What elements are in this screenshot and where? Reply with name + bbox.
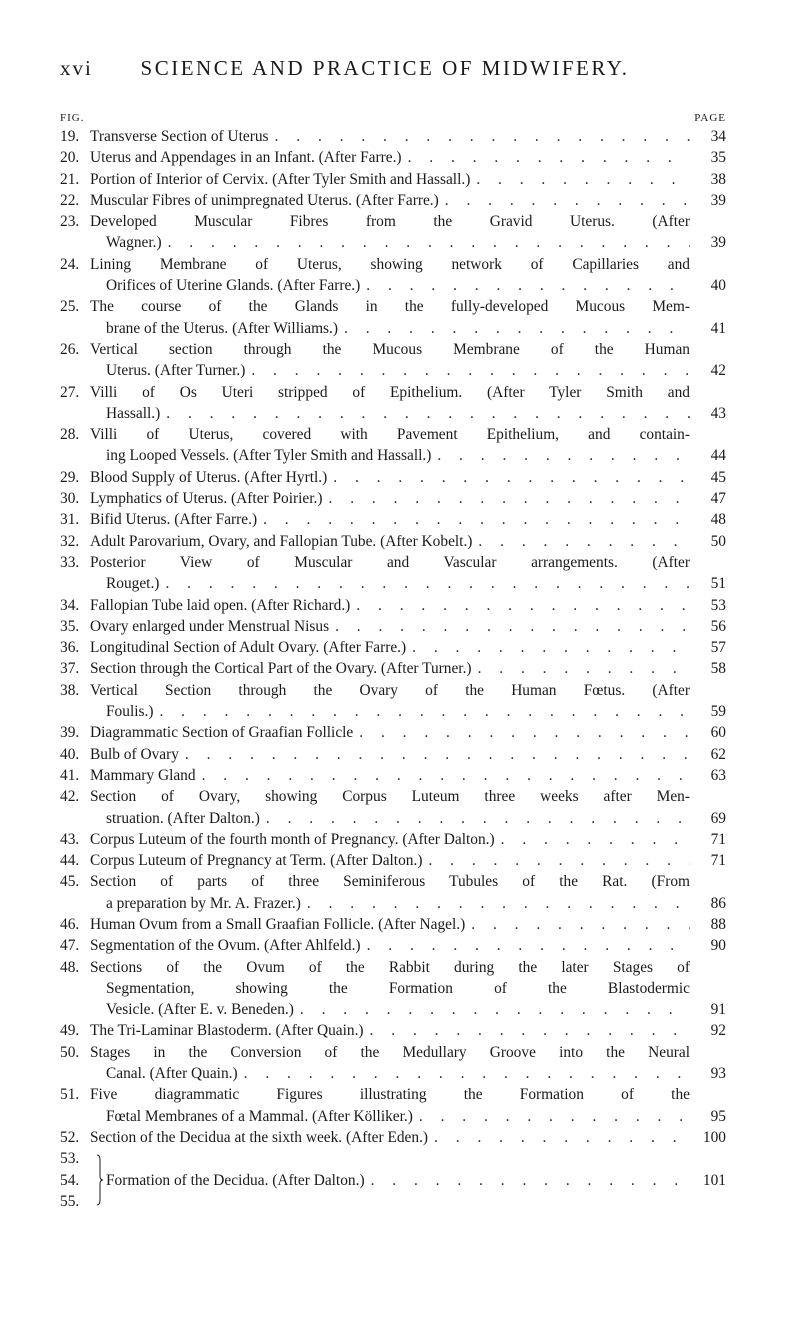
page-ref: 69 bbox=[710, 809, 726, 827]
leader-dots bbox=[465, 914, 690, 935]
entry-title bbox=[90, 509, 690, 530]
entry-title-line: Villi of Uterus, covered with Pavement Epithelium, and contain- bbox=[90, 426, 690, 444]
entry-title-line: Diagrammatic Section of Graafian Follicle . . . bbox=[90, 722, 690, 743]
entry-title bbox=[90, 169, 690, 190]
figure-number: 48. bbox=[60, 958, 80, 976]
entry-title-line: Sections of the Ovum of the Rabbit during the later Stages of bbox=[90, 958, 690, 976]
figure-number: 29. bbox=[60, 468, 80, 486]
entry-title-line: Uterus. (After Turner.) . . . bbox=[90, 360, 690, 381]
page-ref: 35 bbox=[710, 149, 726, 167]
page-ref: 95 bbox=[710, 1107, 726, 1125]
page-ref: 57 bbox=[710, 639, 726, 657]
illustration-list bbox=[60, 126, 726, 1212]
list-item bbox=[60, 509, 726, 530]
page-ref: 86 bbox=[710, 894, 726, 912]
page-ref: 39 bbox=[710, 191, 726, 209]
list-item bbox=[60, 190, 726, 211]
entry-title-line: Five diagrammatic Figures illustrating the Formation of the bbox=[90, 1086, 690, 1104]
page-ref: 51 bbox=[710, 575, 726, 593]
leader-dots bbox=[260, 808, 690, 829]
entry-title bbox=[90, 1020, 690, 1041]
figure-number: 27. bbox=[60, 383, 80, 401]
page-ref: 44 bbox=[710, 447, 726, 465]
entry-title bbox=[90, 658, 690, 679]
figure-number: 28. bbox=[60, 426, 80, 444]
page-ref: 71 bbox=[710, 852, 726, 870]
figure-number: 20. bbox=[60, 149, 80, 167]
figure-number: 22. bbox=[60, 191, 80, 209]
list-item bbox=[60, 424, 726, 467]
page-ref: 62 bbox=[710, 745, 726, 763]
entry-title bbox=[90, 211, 690, 254]
group-figure-numbers bbox=[60, 1148, 90, 1212]
page-ref: 100 bbox=[702, 1128, 726, 1146]
page-ref: 47 bbox=[710, 490, 726, 508]
list-item bbox=[60, 637, 726, 658]
leader-dots bbox=[364, 1020, 690, 1041]
entry-title-line: Fallopian Tube laid open. (After Richard.) . . . bbox=[90, 595, 690, 616]
page-ref: 90 bbox=[710, 937, 726, 955]
leader-dots bbox=[301, 893, 690, 914]
list-item bbox=[60, 744, 726, 765]
figure-number: 38. bbox=[60, 681, 80, 699]
entry-title-line: Adult Parovarium, Ovary, and Fallopian Tube. (After Kobelt.) . . . bbox=[90, 531, 690, 552]
figure-number: 42. bbox=[60, 788, 80, 806]
entry-title bbox=[90, 1127, 690, 1148]
leader-dots bbox=[162, 232, 690, 253]
list-item bbox=[60, 488, 726, 509]
figure-number: 52. bbox=[60, 1128, 80, 1146]
list-item bbox=[60, 169, 726, 190]
leader-dots bbox=[159, 573, 690, 594]
list-item bbox=[60, 254, 726, 297]
list-item bbox=[60, 126, 726, 147]
leader-dots bbox=[160, 403, 690, 424]
entry-title bbox=[90, 382, 690, 425]
entry-title bbox=[90, 786, 690, 829]
entry-title-line: Bifid Uterus. (After Farre.) . . . bbox=[90, 509, 690, 530]
entry-title bbox=[90, 616, 690, 637]
leader-dots bbox=[329, 616, 690, 637]
entry-title-line: Rouget.) . . . bbox=[90, 573, 690, 594]
entry-title-line: Ovary enlarged under Menstrual Nisus . . . bbox=[90, 616, 690, 637]
leader-dots bbox=[257, 509, 690, 530]
entry-title bbox=[90, 935, 690, 956]
leader-dots bbox=[406, 637, 690, 658]
page-ref: 48 bbox=[710, 511, 726, 529]
entry-title bbox=[90, 296, 690, 339]
list-item bbox=[60, 1020, 726, 1041]
entry-title-line: ing Looped Vessels. (After Tyler Smith and Hassall.) . . . bbox=[90, 445, 690, 466]
list-item bbox=[60, 680, 726, 723]
fig-column-heading: FIG. bbox=[60, 112, 85, 124]
entry-title bbox=[90, 765, 690, 786]
page-ref: 92 bbox=[710, 1022, 726, 1040]
figure-number: 36. bbox=[60, 639, 80, 657]
page-ref: 42 bbox=[710, 362, 726, 380]
page-ref: 59 bbox=[710, 703, 726, 721]
page-ref: 91 bbox=[710, 1001, 726, 1019]
page-ref: 34 bbox=[710, 128, 726, 145]
list-item-group bbox=[60, 1148, 726, 1212]
entry-title-line: Vesicle. (After E. v. Beneden.) . . . bbox=[90, 999, 690, 1020]
page-ref: 40 bbox=[710, 277, 726, 295]
list-item bbox=[60, 531, 726, 552]
entry-title-line: Orifices of Uterine Glands. (After Farre.) . . . bbox=[90, 275, 690, 296]
leader-dots bbox=[413, 1106, 690, 1127]
page-ref: 60 bbox=[710, 724, 726, 742]
list-item bbox=[60, 786, 726, 829]
entry-title bbox=[90, 467, 690, 488]
entry-title bbox=[90, 126, 690, 147]
list-item bbox=[60, 616, 726, 637]
figure-number: 34. bbox=[60, 596, 80, 614]
figure-number: 30. bbox=[60, 490, 80, 508]
page-number: xvi bbox=[60, 56, 93, 80]
leader-dots bbox=[196, 765, 690, 786]
leader-dots bbox=[361, 935, 690, 956]
list-item bbox=[60, 1084, 726, 1127]
page-ref: 39 bbox=[710, 234, 726, 252]
list-item bbox=[60, 1127, 726, 1148]
figure-number: 35. bbox=[60, 617, 80, 635]
entry-title-line: Villi of Os Uteri stripped of Epithelium. (After Tyler Smith and bbox=[90, 383, 690, 401]
running-head bbox=[60, 56, 710, 86]
entry-title-line: Foulis.) . . . bbox=[90, 701, 690, 722]
entry-title bbox=[90, 829, 690, 850]
entry-title bbox=[90, 424, 690, 467]
figure-number: 24. bbox=[60, 255, 80, 273]
figure-number: 40. bbox=[60, 745, 80, 763]
page-ref: 101 bbox=[702, 1171, 726, 1189]
figure-number: 25. bbox=[60, 298, 80, 316]
entry-title-line: Canal. (After Quain.) . . . bbox=[90, 1063, 690, 1084]
page-column-heading: PAGE bbox=[694, 112, 726, 124]
entry-title bbox=[90, 722, 690, 743]
page-ref: 50 bbox=[710, 532, 726, 550]
entry-title bbox=[90, 339, 690, 382]
leader-dots bbox=[179, 744, 690, 765]
leader-dots bbox=[238, 1063, 690, 1084]
figure-number: 49. bbox=[60, 1022, 80, 1040]
page-title: SCIENCE AND PRACTICE OF MIDWIFERY. bbox=[140, 56, 630, 80]
list-item bbox=[60, 339, 726, 382]
leader-dots bbox=[269, 126, 690, 147]
page-ref: 56 bbox=[710, 617, 726, 635]
leader-dots bbox=[360, 275, 690, 296]
entry-title-line: struation. (After Dalton.) . . . bbox=[90, 808, 690, 829]
page-ref: 71 bbox=[710, 830, 726, 848]
leader-dots bbox=[422, 850, 690, 871]
leader-dots bbox=[428, 1127, 690, 1148]
entry-title-line: Section through the Cortical Part of the Ovary. (After Turner.) . . . bbox=[90, 658, 690, 679]
entry-title bbox=[90, 744, 690, 765]
entry-title bbox=[90, 957, 690, 1021]
entry-title-line: Transverse Section of Uterus . . . bbox=[90, 126, 690, 147]
list-item bbox=[60, 914, 726, 935]
leader-dots bbox=[431, 445, 690, 466]
leader-dots bbox=[323, 488, 690, 509]
entry-title-line: Segmentation, showing the Formation of the Blastodermic bbox=[106, 979, 690, 997]
entry-title-line: Segmentation of the Ovum. (After Ahlfeld.) . . . bbox=[90, 935, 690, 956]
list-item bbox=[60, 957, 726, 1021]
entry-title bbox=[90, 254, 690, 297]
brace-icon bbox=[96, 1154, 104, 1206]
entry-title-line: Fœtal Membranes of a Mammal. (After Kölliker.) . . . bbox=[90, 1106, 690, 1127]
entry-title-line: The course of the Glands in the fully-developed Mucous Mem- bbox=[90, 298, 690, 316]
entry-title-line: Hassall.) . . . bbox=[90, 403, 690, 424]
entry-title bbox=[90, 680, 690, 723]
entry-title-line: Section of parts of three Seminiferous Tubules of the Rat. (From bbox=[90, 873, 690, 891]
page-ref: 38 bbox=[710, 170, 726, 188]
leader-dots bbox=[245, 360, 690, 381]
figure-number: 50. bbox=[60, 1043, 80, 1061]
figure-number: 51. bbox=[60, 1086, 80, 1104]
entry-title-line: Developed Muscular Fibres from the Gravid Uterus. (After bbox=[90, 213, 690, 231]
entry-title bbox=[90, 637, 690, 658]
entry-title bbox=[90, 488, 690, 509]
entry-title-line: Mammary Gland . . . bbox=[90, 765, 690, 786]
entry-title-line: brane of the Uterus. (After Williams.) . . . bbox=[90, 318, 690, 339]
leader-dots bbox=[470, 169, 690, 190]
entry-title-line: Lymphatics of Uterus. (After Poirier.) . . . bbox=[90, 488, 690, 509]
list-item bbox=[60, 595, 726, 616]
entry-title-line: Bulb of Ovary . . . bbox=[90, 744, 690, 765]
entry-title bbox=[90, 1084, 690, 1127]
list-item bbox=[60, 935, 726, 956]
entry-title-line: Uterus and Appendages in an Infant. (After Farre.) . . . bbox=[90, 147, 690, 168]
list-item bbox=[60, 765, 726, 786]
entry-title-line: Human Ovum from a Small Graafian Follicle. (After Nagel.) . . . bbox=[90, 914, 690, 935]
entry-title-line: The Tri-Laminar Blastoderm. (After Quain.) . . . bbox=[90, 1020, 690, 1041]
figure-number: 37. bbox=[60, 660, 80, 678]
leader-dots bbox=[495, 829, 690, 850]
entry-title bbox=[90, 1042, 690, 1085]
entry-title-line: Corpus Luteum of Pregnancy at Term. (After Dalton.) . . . bbox=[90, 850, 690, 871]
list-item bbox=[60, 829, 726, 850]
entry-title-line: a preparation by Mr. A. Frazer.) . . . bbox=[90, 893, 690, 914]
entry-title bbox=[90, 147, 690, 168]
leader-dots bbox=[472, 658, 690, 679]
leader-dots bbox=[338, 318, 690, 339]
leader-dots bbox=[294, 999, 690, 1020]
figure-number: 31. bbox=[60, 511, 80, 529]
list-item bbox=[60, 467, 726, 488]
figure-number: 41. bbox=[60, 766, 80, 784]
leader-dots bbox=[153, 701, 690, 722]
figure-number: 53. bbox=[60, 1150, 80, 1168]
figure-number: 19. bbox=[60, 128, 80, 145]
leader-dots bbox=[365, 1170, 690, 1191]
leader-dots bbox=[350, 595, 690, 616]
list-item bbox=[60, 722, 726, 743]
list-item bbox=[60, 871, 726, 914]
figure-number: 26. bbox=[60, 340, 80, 358]
figure-number: 46. bbox=[60, 915, 80, 933]
entry-title-line: Longitudinal Section of Adult Ovary. (After Farre.) . . . bbox=[90, 637, 690, 658]
entry-title-line: Section of Ovary, showing Corpus Luteum three weeks after Men- bbox=[90, 788, 690, 806]
list-item bbox=[60, 1042, 726, 1085]
list-item bbox=[60, 382, 726, 425]
list-item bbox=[60, 211, 726, 254]
list-item bbox=[60, 552, 726, 595]
entry-title-line: Corpus Luteum of the fourth month of Pregnancy. (After Dalton.) . . . bbox=[90, 829, 690, 850]
leader-dots bbox=[472, 531, 690, 552]
leader-dots bbox=[402, 147, 690, 168]
group-title: Formation of the Decidua. (After Dalton.) . . . bbox=[106, 1170, 690, 1191]
figure-number: 55. bbox=[60, 1192, 80, 1210]
entry-title-line: Section of the Decidua at the sixth week. (After Eden.) . . . bbox=[90, 1127, 690, 1148]
entry-title bbox=[90, 595, 690, 616]
entry-title-line: Muscular Fibres of unimpregnated Uterus. (After Farre.) . . . bbox=[90, 190, 690, 211]
entry-title-line: Vertical section through the Mucous Membrane of the Human bbox=[90, 340, 690, 358]
list-item bbox=[60, 658, 726, 679]
leader-dots bbox=[327, 467, 690, 488]
entry-title bbox=[90, 850, 690, 871]
entry-title bbox=[90, 871, 690, 914]
entry-title-line: Vertical Section through the Ovary of the Human Fœtus. (After bbox=[90, 681, 690, 699]
list-item bbox=[60, 296, 726, 339]
entry-title bbox=[90, 914, 690, 935]
figure-number: 45. bbox=[60, 873, 80, 891]
entry-title-line: Portion of Interior of Cervix. (After Tyler Smith and Hassall.) . . . bbox=[90, 169, 690, 190]
figure-number: 47. bbox=[60, 937, 80, 955]
page-ref: 53 bbox=[710, 596, 726, 614]
leader-dots bbox=[353, 722, 690, 743]
figure-number: 32. bbox=[60, 532, 80, 550]
page-ref: 93 bbox=[710, 1065, 726, 1083]
entry-title-line: Posterior View of Muscular and Vascular arrangements. (After bbox=[90, 553, 690, 571]
page-ref: 58 bbox=[710, 660, 726, 678]
page-ref: 41 bbox=[710, 319, 726, 337]
entry-title bbox=[90, 531, 690, 552]
page-ref: 63 bbox=[710, 766, 726, 784]
entry-title bbox=[90, 552, 690, 595]
figure-number: 43. bbox=[60, 830, 80, 848]
page-ref: 88 bbox=[710, 915, 726, 933]
entry-title-line: Lining Membrane of Uterus, showing network of Capillaries and bbox=[90, 255, 690, 273]
page-ref: 45 bbox=[710, 468, 726, 486]
list-item bbox=[60, 850, 726, 871]
list-item bbox=[60, 147, 726, 168]
entry-title bbox=[90, 190, 690, 211]
figure-number: 39. bbox=[60, 724, 80, 742]
entry-title-line: Wagner.) . . . bbox=[90, 232, 690, 253]
figure-number: 33. bbox=[60, 553, 80, 571]
figure-number: 44. bbox=[60, 852, 80, 870]
figure-number: 23. bbox=[60, 213, 80, 231]
entry-title-line: Blood Supply of Uterus. (After Hyrtl.) . . . bbox=[90, 467, 690, 488]
leader-dots bbox=[439, 190, 690, 211]
entry-title-line: Stages in the Conversion of the Medullary Groove into the Neural bbox=[90, 1043, 690, 1061]
figure-number: 21. bbox=[60, 170, 80, 188]
page-ref: 43 bbox=[710, 404, 726, 422]
figure-number: 54. bbox=[60, 1171, 80, 1189]
